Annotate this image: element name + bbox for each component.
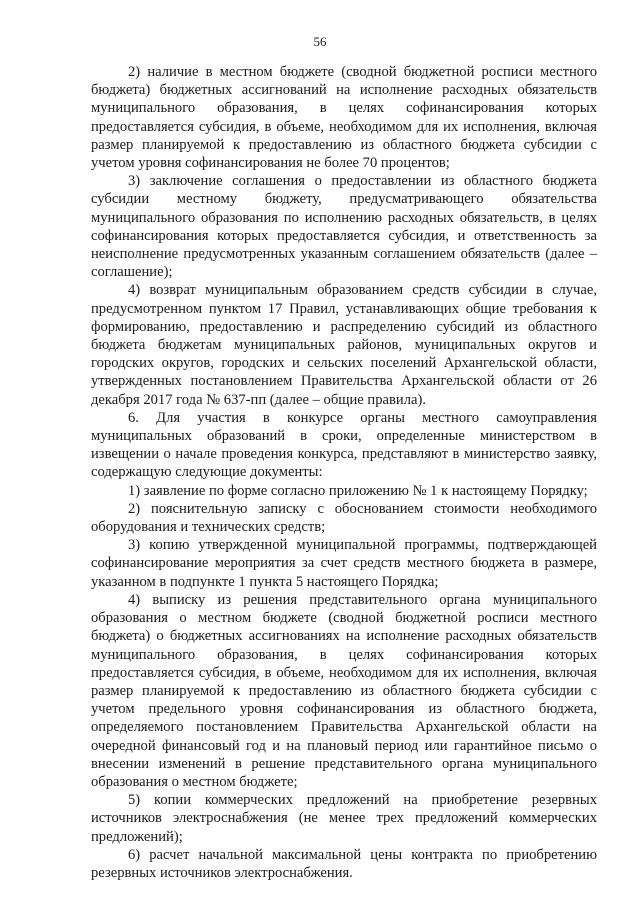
paragraph-doc-2: 2) пояснительную записку с обоснованием стоимости необходимого оборудования и технических средств; <box>91 500 597 536</box>
paragraph-doc-6: 6) расчет начальной максимальной цены контракта по приобретению резервных источников электроснабжения. <box>91 846 597 881</box>
paragraph-item-2: 2) наличие в местном бюджете (сводной бюджетной росписи местного бюджета) бюджетных ассигнований на исполнение расходных обязательств муниципального образования, в целях софинансирования которых предоставляется субсидия, в объеме, необходимом для их исполнения, включая размер планируемой к предоставлению из областного бюджета субсидии с учетом уровня софинансирования не более 70 процентов; <box>91 64 597 172</box>
page-number: 56 <box>313 34 327 49</box>
paragraph-item-3: 3) заключение соглашения о предоставлении из областного бюджета субсидии местному бюджету, предусматривающего обязательства муниципального образования по исполнению расходных обязательств, в целях софинансирования которых предоставляется субсидия, и ответственность за неисполнение предусмотренных указанным соглашением обязательств (далее – соглашение); <box>91 173 597 281</box>
paragraph-item-4: 4) возврат муниципальным образованием средств субсидии в случае, предусмотренном пунктом 17 Правил, устанавливающих общие требования к формированию, предоставлению и распределению субсидий из областного бюджета бюджетам муниципальных районов, муниципальных округов и городских округов, городских и сельских поселений Архангельской области, утвержденных постановлением Правительства Архангельской области от 26 декабря 2017 года № 637-пп (далее – общие правила). <box>91 282 597 408</box>
paragraph-section-6: 6. Для участия в конкурсе органы местного самоуправления муниципальных образований в сроки, определенные министерством в извещении о начале проведения конкурса, представляют в министерство заявку, содержащую следующие документы: <box>91 409 597 481</box>
document-body <box>91 63 597 882</box>
paragraph-doc-3: 3) копию утвержденной муниципальной программы, подтверждающей софинансирование мероприятия за счет средств местного бюджета в размере, указанном в подпункте 1 пункта 5 настоящего Порядка; <box>91 537 597 590</box>
paragraph-doc-1: 1) заявление по форме согласно приложению № 1 к настоящему Порядку; <box>128 482 588 499</box>
paragraph-doc-4: 4) выписку из решения представительного органа муниципального образования о местном бюджете (сводной бюджетной росписи местного бюджета) о бюджетных ассигнованиях на исполнение расходных обязательств муниципального образования, в целях софинансирования которых предоставляется субсидия, в объеме, необходимом для их исполнения, включая размер планируемой к предоставлению из областного бюджета субсидии с учетом предельного уровня софинансирования из областного бюджета, определяемого постановлением Правительства Архангельской области на очередной финансовый год и на плановый период или гарантийное письмо о внесении изменений в решение представительного органа муниципального образования о местном бюджете; <box>91 591 597 790</box>
paragraph-doc-5: 5) копии коммерческих предложений на приобретение резервных источников электроснабжения (не менее трех предложений коммерческих предложений); <box>91 792 597 845</box>
